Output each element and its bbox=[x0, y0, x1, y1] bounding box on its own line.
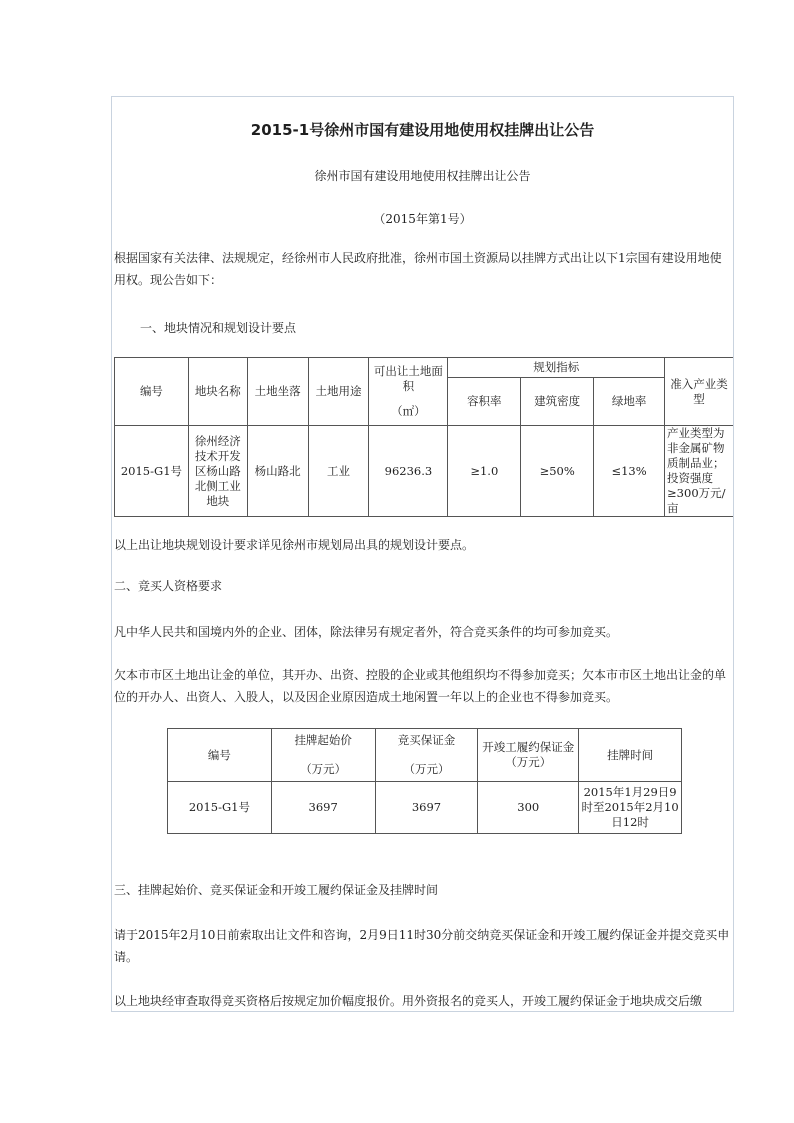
header-density: 建筑密度 bbox=[521, 378, 594, 426]
cell2-perf-deposit: 300 bbox=[478, 782, 579, 834]
document-title: 2015-1号徐州市国有建设用地使用权挂牌出让公告 bbox=[250, 121, 595, 139]
header-name: 地块名称 bbox=[188, 358, 247, 426]
header-location: 土地坐落 bbox=[247, 358, 308, 426]
header-area-unit: （㎡） bbox=[391, 404, 426, 418]
header-green: 绿地率 bbox=[594, 378, 665, 426]
header-far: 容积率 bbox=[448, 378, 521, 426]
header-use: 土地用途 bbox=[308, 358, 369, 426]
header-id: 编号 bbox=[115, 358, 189, 426]
header2-time: 挂牌时间 bbox=[579, 729, 682, 782]
after-table1-paragraph: 以上出让地块规划设计要求详见徐州市规划局出具的规划设计要点。 bbox=[114, 538, 475, 552]
cell-use: 工业 bbox=[308, 426, 369, 517]
intro-paragraph: 根据国家有关法律、法规规定，经徐州市人民政府批准，徐州市国土资源局以挂牌方式出让以下1宗国有建设用地使用权。现公告如下： bbox=[114, 251, 722, 287]
header2-deposit-unit: （万元） bbox=[403, 762, 450, 776]
cell-area: 96236.3 bbox=[369, 426, 448, 517]
cell-industry: 产业类型为非金属矿物质制品业；投资强度≥300万元/亩 bbox=[665, 426, 734, 517]
cell-density: ≥50% bbox=[521, 426, 594, 517]
header-industry: 准入产业类型 bbox=[665, 358, 734, 426]
section1-heading: 一、地块情况和规划设计要点 bbox=[140, 321, 297, 335]
header-plan-indicators: 规划指标 bbox=[448, 358, 665, 378]
section3-heading: 三、挂牌起始价、竞买保证金和开竣工履约保证金及挂牌时间 bbox=[114, 883, 439, 897]
cell2-time: 2015年1月29日9时至2015年2月10日12时 bbox=[579, 782, 682, 834]
cell2-id: 2015-G1号 bbox=[168, 782, 272, 834]
header2-start-price-unit: （万元） bbox=[300, 762, 347, 776]
section2-paragraph-a: 凡中华人民共和国境内外的企业、团体，除法律另有规定者外，符合竞买条件的均可参加竞买。 bbox=[114, 625, 619, 639]
cell-far: ≥1.0 bbox=[448, 426, 521, 517]
cell-location: 杨山路北 bbox=[247, 426, 308, 517]
header2-deposit-label: 竞买保证金 bbox=[397, 733, 456, 747]
cell2-deposit: 3697 bbox=[375, 782, 478, 834]
header2-start-price-label: 挂牌起始价 bbox=[294, 733, 352, 747]
header-area-label: 可出让土地面积 bbox=[373, 364, 443, 393]
section3-paragraph-a: 请于2015年2月10日前索取出让文件和咨询，2月9日11时30分前交纳竞买保证金和开竣工履约保证金并提交竞买申请。 bbox=[114, 928, 730, 964]
document-frame bbox=[111, 96, 734, 1012]
cell-id: 2015-G1号 bbox=[115, 426, 189, 517]
header-area bbox=[369, 358, 448, 426]
land-parcel-table bbox=[114, 357, 734, 517]
header2-deposit bbox=[375, 729, 478, 782]
table-row bbox=[115, 426, 734, 517]
header2-start-price bbox=[271, 729, 375, 782]
section2-paragraph-b: 欠本市市区土地出让金的单位，其开办、出资、控股的企业或其他组织均不得参加竞买；欠本市市区土地出让金的单位的开办人、出资人、入股人，以及因企业原因造成土地闲置一年以上的企业也不得参加竞买。 bbox=[114, 668, 727, 704]
section3-paragraph-b: 以上地块经审查取得竞买资格后按规定加价幅度报价。用外资报名的竞买人，开竣工履约保证金于地块成交后缴 bbox=[114, 994, 703, 1008]
section2-heading: 二、竞买人资格要求 bbox=[114, 579, 223, 593]
document-subtitle: 徐州市国有建设用地使用权挂牌出让公告 bbox=[314, 169, 531, 183]
issue-number: （2015年第1号） bbox=[373, 212, 472, 226]
pricing-table bbox=[167, 728, 682, 834]
header2-id: 编号 bbox=[168, 729, 272, 782]
cell-name: 徐州经济技术开发区杨山路北侧工业地块 bbox=[188, 426, 247, 517]
cell2-start-price: 3697 bbox=[271, 782, 375, 834]
header2-perf-deposit: 开竣工履约保证金（万元） bbox=[478, 729, 579, 782]
cell-green: ≤13% bbox=[594, 426, 665, 517]
table-row bbox=[168, 782, 682, 834]
